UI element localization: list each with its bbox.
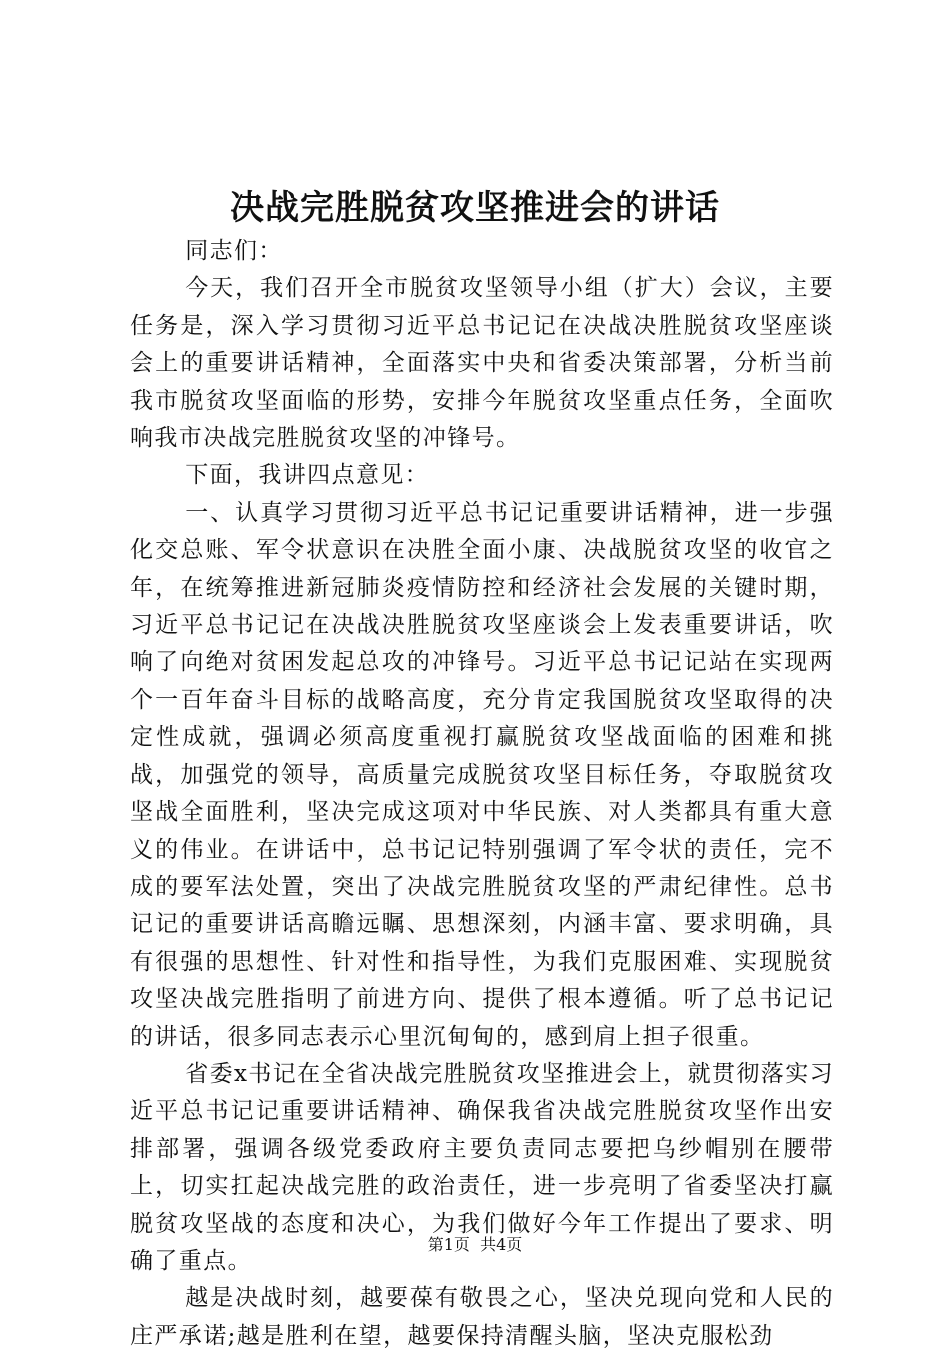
salutation-paragraph: 同志们： xyxy=(185,238,283,264)
document-body xyxy=(130,233,834,1355)
body-paragraph: 今天，我们召开全市脱贫攻坚领导小组（扩大）会议，主要任务是，深入学习贯彻习近平总书记记在决战决胜脱贫攻坚座谈会上的重要讲话精神，全面落实中央和省委决策部署，分析当前我市脱贫攻坚面临的形势，安排今年脱贫攻坚重点任务，全面吹响我市决战完胜脱贫攻坚的冲锋号。 xyxy=(130,275,834,452)
page-footer xyxy=(0,1234,950,1256)
body-paragraph: 一、认真学习贯彻习近平总书记记重要讲话精神，进一步强化交总账、军令状意识在决胜全面小康、决战脱贫攻坚的收官之年，在统筹推进新冠肺炎疫情防控和经济社会发展的关键时期，习近平总书记记在决战决胜脱贫攻坚座谈会上发表重要讲话，吹响了向绝对贫困发起总攻的冲锋号。习近平总书记记站在实现两个一百年奋斗目标的战略高度，充分肯定我国脱贫攻坚取得的决定性成就，强调必须高度重视打赢脱贫攻坚战面临的困难和挑战，加强党的领导，高质量完成脱贫攻坚目标任务，夺取脱贫攻坚战全面胜利，坚决完成这项对中华民族、对人类都具有重大意义的伟业。在讲话中，总书记记特别强调了军令状的责任，完不成的要军法处置，突出了决战完胜脱贫攻坚的严肃纪律性。总书记记的重要讲话高瞻远瞩、思想深刻，内涵丰富、要求明确，具有很强的思想性、针对性和指导性，为我们克服困难、实现脱贫攻坚决战完胜指明了前进方向、提供了根本遵循。听了总书记记的讲话，很多同志表示心里沉甸甸的，感到肩上担子很重。 xyxy=(130,499,834,1050)
page-total: 共4页 xyxy=(480,1235,523,1254)
body-paragraph: 越是决战时刻，越要葆有敬畏之心，坚决兑现向党和人民的庄严承诺;越是胜利在望，越要保持清醒头脑，坚决克服松劲 xyxy=(130,1285,834,1349)
body-paragraph: 省委x书记在全省决战完胜脱贫攻坚推进会上，就贯彻落实习近平总书记记重要讲话精神、确保我省决战完胜脱贫攻坚作出安排部署，强调各级党委政府主要负责同志要把乌纱帽别在腰带上，切实扛起决战完胜的政治责任，进一步亮明了省委坚决打赢脱贫攻坚战的态度和决心，为我们做好今年工作提出了要求、明确了重点。 xyxy=(130,1060,834,1274)
body-paragraph: 下面，我讲四点意见： xyxy=(185,462,430,489)
page-number: 第1页 xyxy=(427,1235,470,1254)
document-title: 决战完胜脱贫攻坚推进会的讲话 xyxy=(230,188,720,228)
